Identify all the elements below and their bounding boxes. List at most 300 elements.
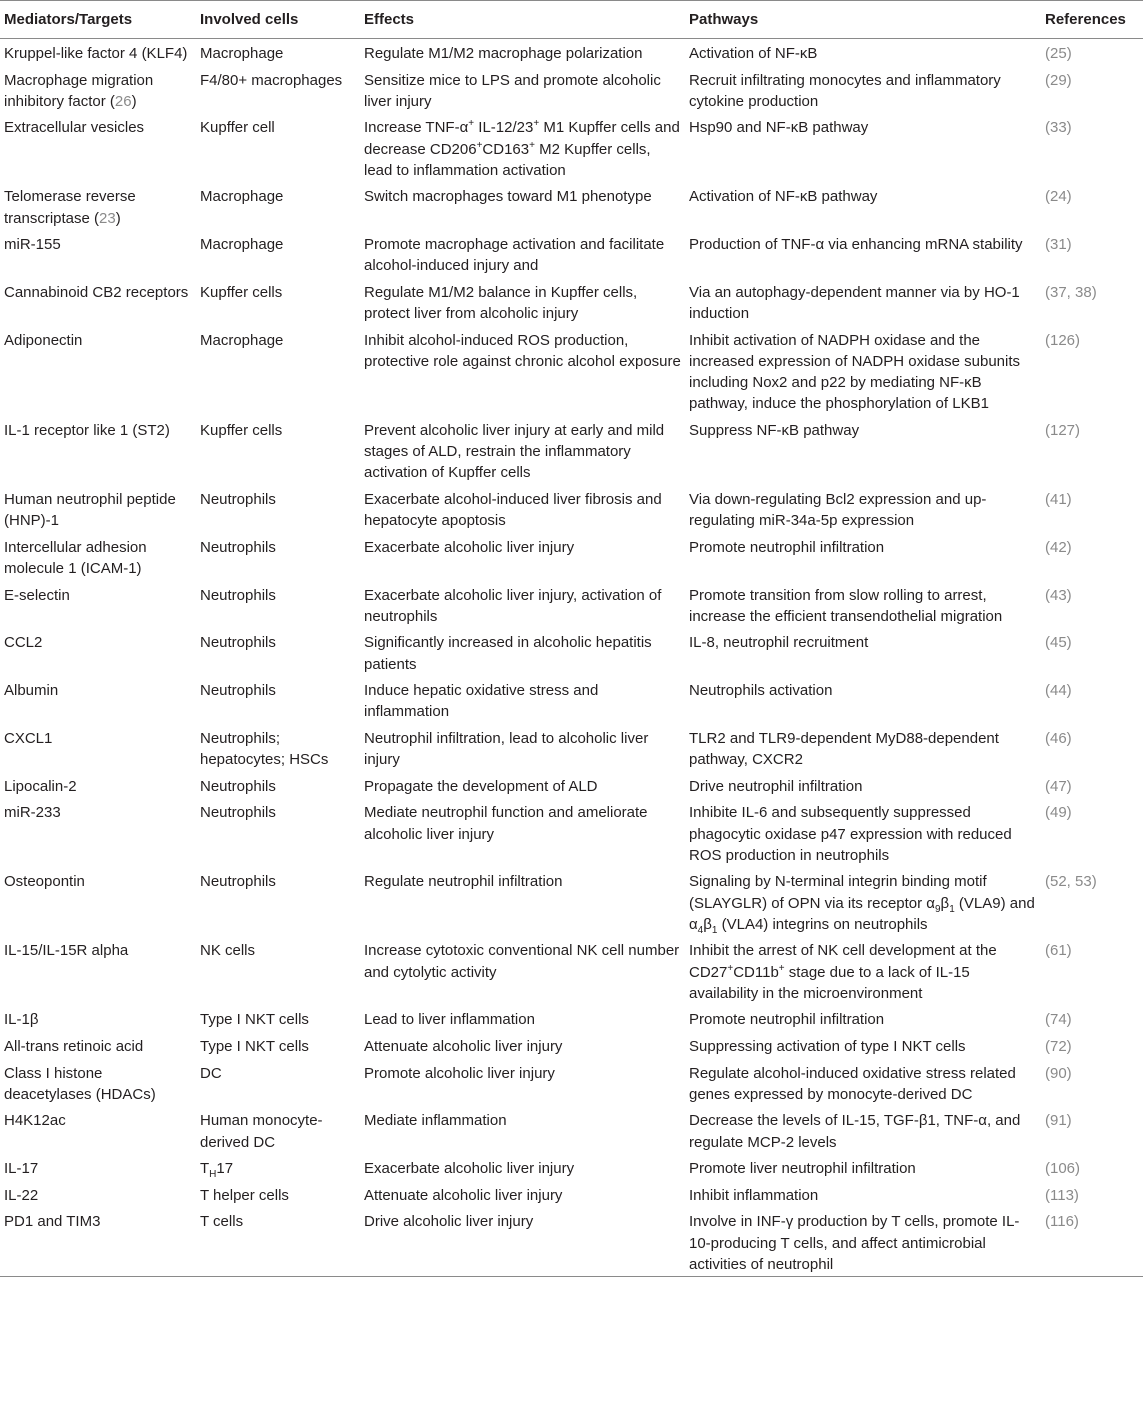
cell-effects (360, 1106, 685, 1154)
cell-text: 4 (697, 924, 704, 936)
cell-text: Neutrophil infiltration, lead to alcoholic liver injury (364, 729, 649, 769)
cell-text: miR-155 (4, 236, 61, 254)
citation-ref: ( (1045, 45, 1050, 62)
cell-involved-cells (196, 867, 360, 936)
cell-text: Exacerbate alcoholic liver injury (364, 1160, 575, 1178)
cell-pathways (685, 66, 1041, 114)
cell-references (1041, 936, 1143, 1005)
cell-references (1041, 1207, 1143, 1277)
cell-mediator (0, 936, 196, 1005)
citation-ref: (106) (1045, 1160, 1081, 1178)
cell-involved-cells (196, 798, 360, 867)
cell-text: Neutrophils (200, 804, 276, 822)
cell-pathways (685, 581, 1041, 629)
cell-text: Inhibit alcohol-induced ROS production, protective role against chronic alcohol exposure (364, 331, 681, 370)
cell-pathways (685, 39, 1041, 66)
cell-effects (360, 182, 685, 230)
cell-text: E-selectin (4, 586, 70, 604)
cell-text: Kupffer cells (200, 421, 283, 439)
cell-text: Inhibit the arrest of NK cell development at the CD27 (689, 942, 997, 981)
cell-text: Exacerbate alcoholic liver injury, activation of neutrophils (364, 586, 662, 625)
cell-text: Neutrophils (200, 682, 276, 700)
cell-pathways (685, 485, 1041, 533)
citation-ref: (72) (1045, 1037, 1072, 1055)
table-row (0, 798, 1143, 867)
cell-involved-cells (196, 1154, 360, 1181)
cell-text: Switch macrophages toward M1 phenotype (364, 188, 652, 206)
cell-effects (360, 533, 685, 581)
cell-text: Via an autophagy-dependent manner via by HO-1 induction (689, 283, 1020, 323)
cell-text: + (476, 139, 483, 151)
cell-references (1041, 676, 1143, 724)
cell-text: Type I NKT cells (200, 1011, 309, 1029)
cell-mediator (0, 39, 196, 66)
cell-text: Intercellular adhesion molecule 1 (ICAM-1) (4, 538, 147, 577)
cell-text: Neutrophils (200, 873, 276, 891)
cell-involved-cells (196, 676, 360, 724)
citation-ref: (61) (1045, 942, 1072, 960)
cell-text: CD163 (482, 140, 530, 158)
cell-text: Exacerbate alcohol-induced liver fibrosis and hepatocyte apoptosis (364, 490, 662, 530)
cell-involved-cells (196, 936, 360, 1005)
cell-references (1041, 724, 1143, 772)
table-row (0, 1207, 1143, 1277)
cell-references (1041, 1059, 1143, 1107)
cell-mediator (0, 66, 196, 114)
cell-pathways (685, 182, 1041, 230)
cell-text: Neutrophils activation (689, 682, 833, 700)
table-row (0, 772, 1143, 799)
cell-text: β (703, 915, 712, 933)
cell-involved-cells (196, 416, 360, 485)
citation-ref: (29) (1045, 71, 1072, 89)
table-body (0, 39, 1143, 1277)
table-row (0, 485, 1143, 533)
cell-mediator (0, 230, 196, 278)
cell-effects (360, 1154, 685, 1181)
cell-text: Inhibit activation of NADPH oxidase and the increased expression of NADPH oxidase subunits including Nox2 and p22 by mediating NF-κB pathway, induce the phosphorylation of LKB1 (689, 331, 1021, 413)
cell-text: M2 Kupffer cells, lead to inflammation activation (364, 140, 651, 179)
cell-effects (360, 230, 685, 278)
cell-text: IL-1 receptor like 1 (ST2) (4, 421, 170, 439)
cell-effects (360, 326, 685, 416)
cell-text: Activation of NF-κB (689, 45, 818, 62)
cell-text: All-trans retinoic acid (4, 1037, 144, 1055)
cell-text: Neutrophils (200, 634, 276, 652)
table-row (0, 1032, 1143, 1059)
cell-mediator (0, 416, 196, 485)
cell-effects (360, 1032, 685, 1059)
cell-effects (360, 1207, 685, 1277)
table-row (0, 1059, 1143, 1107)
cell-mediator (0, 628, 196, 676)
cell-text: Suppress NF-κB pathway (689, 421, 860, 439)
cell-text: Increase cytotoxic conventional NK cell number and cytolytic activity (364, 942, 680, 981)
cell-text: IL-15/IL-15R alpha (4, 942, 129, 960)
table-row (0, 533, 1143, 581)
cell-text: Exacerbate alcoholic liver injury (364, 538, 575, 556)
cell-text: Induce hepatic oxidative stress and inflammation (364, 682, 599, 721)
cell-text: ) (131, 92, 137, 110)
table-row (0, 1181, 1143, 1208)
cell-references (1041, 1181, 1143, 1208)
cell-references (1041, 485, 1143, 533)
header-row (0, 1, 1143, 39)
cell-references (1041, 113, 1143, 182)
cell-text: + (727, 962, 734, 974)
cell-references (1041, 628, 1143, 676)
table-row (0, 66, 1143, 114)
cell-text: H4K12ac (4, 1112, 66, 1130)
cell-text: T cells (200, 1213, 244, 1231)
cell-text: Promote alcoholic liver injury (364, 1064, 555, 1082)
cell-involved-cells (196, 1106, 360, 1154)
citation-ref: (91) (1045, 1112, 1072, 1130)
header-references: References (1041, 1, 1143, 39)
cell-text: Activation of NF-κB pathway (689, 188, 878, 206)
cell-text: Lead to liver inflammation (364, 1011, 535, 1029)
cell-mediator (0, 113, 196, 182)
citation-ref: (90) (1045, 1064, 1072, 1082)
cell-involved-cells (196, 1181, 360, 1208)
cell-text: Mediate inflammation (364, 1112, 507, 1130)
cell-effects (360, 772, 685, 799)
cell-text: Kupffer cells (200, 283, 283, 301)
table-row (0, 1106, 1143, 1154)
cell-text: Propagate the development of ALD (364, 777, 598, 795)
cell-text: Adiponectin (4, 331, 83, 349)
cell-pathways (685, 1059, 1041, 1107)
cell-text: Osteopontin (4, 873, 85, 891)
cell-mediator (0, 326, 196, 416)
header-involved-cells: Involved cells (196, 1, 360, 39)
cell-text: Macrophage (200, 188, 284, 206)
cell-text: IL-17 (4, 1160, 39, 1178)
cell-mediator (0, 1181, 196, 1208)
cell-text: DC (200, 1064, 222, 1082)
cell-text: Decrease the levels of IL-15, TGF-β1, TNF-α, and regulate MCP-2 levels (689, 1112, 1021, 1151)
cell-text: CD11b (733, 963, 779, 981)
cell-text: NK cells (200, 942, 256, 960)
cell-text: Class I histone deacetylases (HDACs) (4, 1064, 156, 1103)
cell-effects (360, 581, 685, 629)
cell-text: Attenuate alcoholic liver injury (364, 1037, 563, 1055)
cell-effects (360, 278, 685, 326)
cell-involved-cells (196, 1207, 360, 1277)
cell-text: CXCL1 (4, 729, 53, 747)
cell-text: stage due to a lack of IL-15 availability in the microenvironment (689, 963, 970, 1002)
cell-text: Significantly increased in alcoholic hepatitis patients (364, 634, 652, 673)
cell-references (1041, 772, 1143, 799)
table-row (0, 676, 1143, 724)
citation-ref: (45) (1045, 634, 1072, 652)
cell-effects (360, 485, 685, 533)
cell-references (1041, 230, 1143, 278)
cell-pathways (685, 326, 1041, 416)
cell-text: Via down-regulating Bcl2 expression and up-regulating miR-34a-5p expression (689, 490, 987, 530)
cell-effects (360, 628, 685, 676)
cell-effects (360, 39, 685, 66)
cell-text: 17 (216, 1160, 234, 1178)
citation-ref: (44) (1045, 682, 1072, 700)
cell-references (1041, 278, 1143, 326)
cell-involved-cells (196, 533, 360, 581)
cell-mediator (0, 278, 196, 326)
cell-text: IL-1β (4, 1011, 39, 1029)
cell-text: 1 (949, 903, 955, 915)
cell-text: IL-12/23 (474, 119, 534, 137)
cell-text: TLR2 and TLR9-dependent MyD88-dependent pathway, CXCR2 (689, 729, 999, 769)
cell-text: Macrophage migration inhibitory factor ( (4, 71, 154, 110)
cell-references (1041, 416, 1143, 485)
citation-ref: (43) (1045, 586, 1072, 604)
cell-text: Regulate M1/M2 balance in Kupffer cells, protect liver from alcoholic injury (364, 283, 638, 323)
cell-text: Neutrophils; hepatocytes; HSCs (200, 729, 329, 769)
header-mediators: Mediators/Targets (0, 1, 196, 39)
cell-mediator (0, 1005, 196, 1032)
citation-ref: (127) (1045, 421, 1081, 439)
table-row (0, 936, 1143, 1005)
cell-text: PD1 and TIM3 (4, 1213, 101, 1231)
cell-mediator (0, 798, 196, 867)
cell-text: Hsp90 and NF-κB pathway (689, 119, 869, 137)
cell-references (1041, 66, 1143, 114)
cell-text: Cannabinoid CB2 receptors (4, 283, 189, 301)
cell-pathways (685, 416, 1041, 485)
cell-pathways (685, 1207, 1041, 1277)
cell-involved-cells (196, 182, 360, 230)
cell-involved-cells (196, 39, 360, 66)
citation-ref: 26 (114, 92, 132, 110)
cell-effects (360, 867, 685, 936)
citation-ref: (46) (1045, 729, 1072, 747)
table-row (0, 39, 1143, 66)
cell-text: Macrophage (200, 236, 284, 254)
cell-pathways (685, 1005, 1041, 1032)
table-row (0, 182, 1143, 230)
citation-ref: (24) (1045, 188, 1072, 206)
cell-text: + (533, 118, 540, 130)
table-row (0, 628, 1143, 676)
cell-mediator (0, 1207, 196, 1277)
cell-involved-cells (196, 230, 360, 278)
citation-ref: (41) (1045, 490, 1072, 508)
cell-pathways (685, 230, 1041, 278)
cell-effects (360, 1005, 685, 1032)
cell-text: Production of TNF-α via enhancing mRNA stability (689, 236, 1023, 254)
cell-references (1041, 867, 1143, 936)
cell-text: Macrophage (200, 45, 284, 62)
cell-text: Albumin (4, 682, 59, 700)
cell-text: Prevent alcoholic liver injury at early and mild stages of ALD, restrain the inflammatory activation of Kupffer cells (364, 421, 665, 482)
cell-text: Neutrophils (200, 777, 276, 795)
cell-text: Attenuate alcoholic liver injury (364, 1186, 563, 1204)
table-row (0, 326, 1143, 416)
cell-references (1041, 1005, 1143, 1032)
cell-text: (VLA4) integrins on neutrophils (717, 915, 928, 933)
cell-text: IL-22 (4, 1186, 39, 1204)
cell-involved-cells (196, 1005, 360, 1032)
cell-mediator (0, 676, 196, 724)
cell-text: Extracellular vesicles (4, 119, 145, 137)
cell-effects (360, 1059, 685, 1107)
cell-effects (360, 798, 685, 867)
cell-text: M1 Kupffer cells and decrease CD206 (364, 119, 680, 158)
citation-ref: 23 (99, 209, 116, 227)
citation-ref: (47) (1045, 777, 1072, 795)
cell-involved-cells (196, 1059, 360, 1107)
cell-references (1041, 39, 1143, 66)
cell-text: Inhibit inflammation (689, 1186, 819, 1204)
cell-pathways (685, 1154, 1041, 1181)
table-row (0, 230, 1143, 278)
table-row (0, 1005, 1143, 1032)
cell-pathways (685, 628, 1041, 676)
cell-text: Regulate M1/M2 macrophage polarization (364, 45, 643, 62)
cell-pathways (685, 724, 1041, 772)
cell-references (1041, 326, 1143, 416)
cell-pathways (685, 676, 1041, 724)
table-row (0, 416, 1143, 485)
table-row (0, 113, 1143, 182)
cell-effects (360, 936, 685, 1005)
citation-ref: ) (1066, 45, 1072, 62)
cell-involved-cells (196, 581, 360, 629)
cell-pathways (685, 798, 1041, 867)
cell-pathways (685, 533, 1041, 581)
cell-references (1041, 581, 1143, 629)
cell-pathways (685, 278, 1041, 326)
cell-text: Promote neutrophil infiltration (689, 538, 885, 556)
cell-references (1041, 533, 1143, 581)
cell-mediator (0, 1106, 196, 1154)
cell-mediator (0, 485, 196, 533)
cell-text: Promote transition from slow rolling to arrest, increase the efficient transendothelial migration (689, 586, 1003, 625)
table-row (0, 867, 1143, 936)
citation-ref: (31) (1045, 236, 1072, 254)
header-effects: Effects (360, 1, 685, 39)
header-pathways: Pathways (685, 1, 1041, 39)
cell-involved-cells (196, 724, 360, 772)
cell-text: Promote neutrophil infiltration (689, 1011, 885, 1029)
cell-text: Promote liver neutrophil infiltration (689, 1160, 916, 1178)
cell-text: T helper cells (200, 1186, 289, 1204)
cell-text: + (529, 139, 535, 151)
cell-text: IL-8, neutrophil recruitment (689, 634, 869, 652)
cell-involved-cells (196, 66, 360, 114)
cell-pathways (685, 867, 1041, 936)
citation-ref: (113) (1045, 1186, 1079, 1204)
cell-mediator (0, 581, 196, 629)
table-row (0, 724, 1143, 772)
cell-text: T (200, 1160, 210, 1178)
cell-involved-cells (196, 113, 360, 182)
cell-text: Kruppel-like factor 4 (KLF4) (4, 45, 188, 62)
cell-text: Mediate neutrophil function and ameliorate alcoholic liver injury (364, 804, 648, 843)
cell-text: Lipocalin-2 (4, 777, 77, 795)
cell-mediator (0, 182, 196, 230)
cell-pathways (685, 936, 1041, 1005)
cell-text: 1 (711, 924, 718, 936)
citation-ref: (52, 53) (1045, 873, 1097, 891)
cell-text: Sensitize mice to LPS and promote alcoholic liver injury (364, 71, 661, 110)
cell-text: + (778, 962, 785, 974)
cell-text: Kupffer cell (200, 119, 275, 137)
cell-text: Telomerase reverse transcriptase ( (4, 188, 136, 227)
cell-text: ) (115, 209, 121, 227)
cell-text: Inhibite IL-6 and subsequently suppressed phagocytic oxidase p47 expression with reduced ROS production in neutrophils (689, 804, 1012, 864)
citation-ref: 25 (1050, 45, 1067, 62)
cell-references (1041, 1154, 1143, 1181)
cell-pathways (685, 772, 1041, 799)
cell-text: H (209, 1169, 217, 1181)
cell-text: Signaling by N-terminal integrin binding motif (SLAYGLR) of OPN via its receptor α (689, 873, 987, 912)
cell-text: 9 (934, 903, 941, 915)
cell-pathways (685, 1106, 1041, 1154)
cell-involved-cells (196, 278, 360, 326)
cell-involved-cells (196, 628, 360, 676)
cell-text: Neutrophils (200, 490, 276, 508)
cell-text: Suppressing activation of type I NKT cells (689, 1037, 966, 1055)
cell-text: CCL2 (4, 634, 43, 652)
cell-text: + (468, 118, 475, 130)
cell-involved-cells (196, 326, 360, 416)
cell-text: (VLA9) and α (689, 894, 1035, 933)
cell-effects (360, 1181, 685, 1208)
cell-mediator (0, 772, 196, 799)
cell-pathways (685, 1181, 1041, 1208)
cell-involved-cells (196, 772, 360, 799)
cell-involved-cells (196, 485, 360, 533)
cell-text: Type I NKT cells (200, 1037, 309, 1055)
cell-effects (360, 416, 685, 485)
cell-mediator (0, 867, 196, 936)
citation-ref: (37, 38) (1045, 283, 1097, 301)
cell-text: Macrophage (200, 331, 284, 349)
cell-text: Drive neutrophil infiltration (689, 777, 863, 795)
cell-text: F4/80+ macrophages (200, 71, 343, 89)
cell-text: Regulate neutrophil infiltration (364, 873, 563, 891)
citation-ref: (42) (1045, 538, 1072, 556)
cell-text: Promote macrophage activation and facilitate alcohol-induced injury and (364, 236, 665, 275)
cell-mediator (0, 1154, 196, 1181)
citation-ref: (74) (1045, 1011, 1072, 1029)
citation-ref: (49) (1045, 804, 1072, 822)
cell-text: miR-233 (4, 804, 61, 822)
cell-references (1041, 1106, 1143, 1154)
cell-text: Recruit infiltrating monocytes and inflammatory cytokine production (689, 71, 1001, 110)
cell-references (1041, 1032, 1143, 1059)
citation-ref: (33) (1045, 119, 1072, 137)
cell-text: Neutrophils (200, 586, 276, 604)
table-row (0, 278, 1143, 326)
cell-text: β (940, 894, 950, 912)
cell-text: Neutrophils (200, 538, 276, 556)
cell-text: Regulate alcohol-induced oxidative stress related genes expressed by monocyte-derived DC (689, 1064, 1016, 1103)
cell-text: Involve in INF-γ production by T cells, promote IL-10-producing T cells, and affect antimicrobial activities of neutrophil (689, 1213, 1020, 1273)
cell-text: Increase TNF-α (364, 119, 469, 137)
cell-references (1041, 182, 1143, 230)
cell-effects (360, 676, 685, 724)
cell-text: Human neutrophil peptide (HNP)-1 (4, 490, 176, 530)
cell-mediator (0, 533, 196, 581)
cell-pathways (685, 1032, 1041, 1059)
citation-ref: (116) (1045, 1213, 1079, 1231)
cell-effects (360, 113, 685, 182)
cell-mediator (0, 1032, 196, 1059)
table-row (0, 581, 1143, 629)
cell-mediator (0, 1059, 196, 1107)
